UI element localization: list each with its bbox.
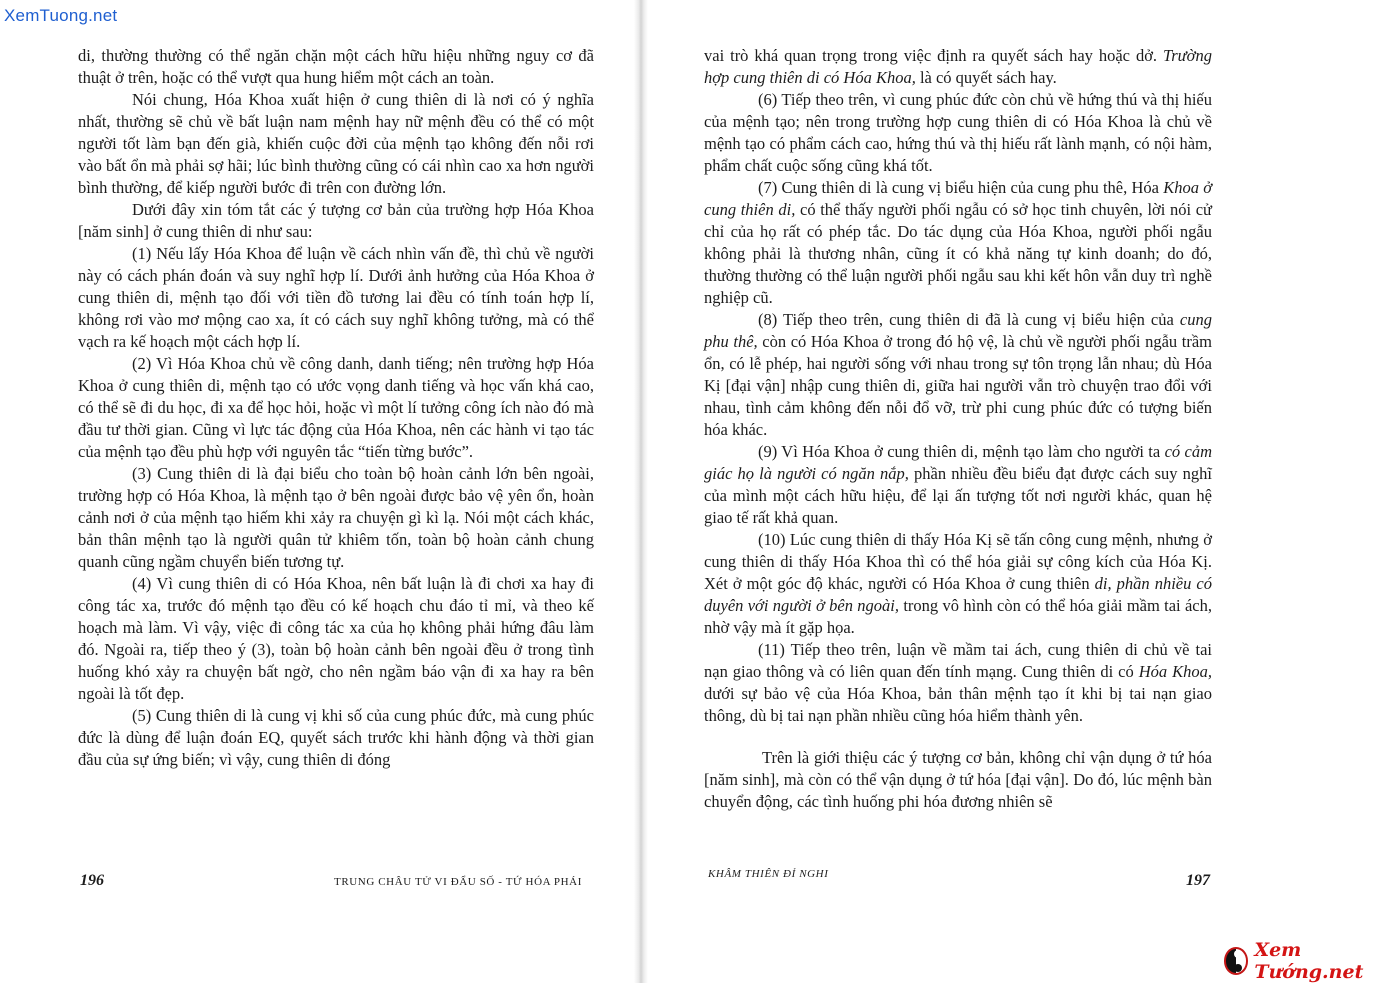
text-run: vai trò khá quan trọng trong việc định ra quyết sách hay hoặc dở. <box>704 46 1158 65</box>
paragraph: Dưới đây xin tóm tắt các ý tượng cơ bản của trường hợp Hóa Khoa [năm sinh] ở cung thiên di như sau: <box>78 200 594 241</box>
paragraph: (1) Nếu lấy Hóa Khoa để luận về cách nhìn vấn đề, thì chủ về người này có cách phán đoán và suy nghĩ hợp lí. Dưới ảnh hưởng của Hóa Khoa ở cung thiên di, mệnh tạo đối với tiền đồ tương lai đều có tính toán hợp lí, không rơi vào mơ mộng cao xa, ít có cách suy nghĩ không tưởng, mà có thể vạch ra kế hoạch một cách hợp lí. <box>78 244 594 351</box>
page-number-left: 196 <box>80 872 104 889</box>
paragraph <box>704 45 1212 89</box>
left-page <box>78 45 594 771</box>
watermark-logo[interactable] <box>1224 939 1392 983</box>
text-run-italic: có cảm giác họ là người có ngăn nắp, <box>704 442 1212 483</box>
running-title-right: KHÂM THIÊN ĐỈ NGHI <box>708 868 829 880</box>
book-spine-shadow <box>634 0 648 983</box>
text-run-italic: Khoa ở cung thiên di, <box>704 178 1212 219</box>
text-run: dưới sự bảo vệ của Hóa Khoa, bản thân mệnh tạo ít khi bị tai nạn giao thông, dù bị tai nạn phần nhiều cũng hóa hiểm thành yên. <box>704 684 1212 725</box>
text-run: (9) Vì Hóa Khoa ở cung thiên di, mệnh tạo làm cho người ta <box>758 442 1165 461</box>
paragraph: (2) Vì Hóa Khoa chủ về công danh, danh tiếng; nên trường hợp Hóa Khoa ở cung thiên di, mệnh tạo có ước vọng danh tiếng và học vấn khá cao, có thể sẽ đi du học, đi xa để học hỏi, hoặc vì một lí tưởng công ích nào đó mà đầu tư thời gian. Cũng vì lực tác động của Hóa Khoa, nên các hành vi tạo tác của mệnh tạo đều phù hợp với nguyên tắc “tiến từng bước”. <box>78 354 594 461</box>
text-run: phần nhiều đều biểu đạt được cách suy nghĩ của mình một cách hữu hiệu, để lại ấn tượng tốt nơi người khác, quan hệ giao tế rất khả quan. <box>704 464 1212 527</box>
paragraph: (6) Tiếp theo trên, vì cung phúc đức còn chủ về hứng thú và thị hiếu của mệnh tạo; nên trong trường hợp cung thiên di có Hóa Khoa là chủ về mệnh tạo có phẩm cách cao, hứng thú và thị hiếu rất lành mạnh, có nội hàm, phẩm chất cuộc sống cũng khá tốt. <box>704 90 1212 175</box>
text-run: trong vô hình còn có thể hóa giải mầm tai ách, nhờ vậy mà ít gặp họa. <box>704 596 1212 637</box>
text-run: còn có Hóa Khoa ở trong đó hộ vệ, là chủ về người phối ngẫu trầm ổn, có lễ phép, hai người sống với nhau trong sự tôn trọng lẫn nhau; dù Hóa Kị [đại vận] nhập cung thiên di, giữa hai người vẫn trò chuyện trao đổi với nhau, tình cảm không đến nỗi đổ vỡ, trừ phi cung phúc đức có tượng biến hóa khác. <box>704 332 1212 439</box>
paragraph <box>704 441 1212 529</box>
paragraph <box>704 529 1212 639</box>
text-run: (11) Tiếp theo trên, luận về mầm tai ách, cung thiên di chủ về tai nạn giao thông và có liên quan đến tính mạng. Cung thiên di có <box>704 640 1212 681</box>
text-run-italic: di, phần nhiều có duyên với người ở bên ngoài, <box>704 574 1212 615</box>
text-run-italic: cung phu thê, <box>704 310 1212 351</box>
text-run-italic: Hóa Khoa, <box>1138 662 1212 681</box>
paragraph: (5) Cung thiên di là cung vị khi số của cung phúc đức, mà cung phúc đức là dùng để luận đoán EQ, quyết sách trước khi hành động và thời gian đầu của sự ứng biến; vì vậy, cung thiên di đóng <box>78 706 594 769</box>
yin-yang-icon <box>1224 947 1248 975</box>
site-brand-logo[interactable]: XemTuong.net <box>4 6 118 25</box>
text-run: (10) Lúc cung thiên di thấy Hóa Kị sẽ tấn công cung mệnh, nhưng ở cung thiên di thấy Hóa Khoa thì có thể hóa giải sự công kích của Hóa Kị. Xét ở một góc độ khác, người có Hóa Khoa ở cung thiên <box>704 530 1212 593</box>
paragraph: Trên là giới thiệu các ý tượng cơ bản, không chỉ vận dụng ở tứ hóa [năm sinh], mà còn có thể vận dụng ở tứ hóa [đại vận]. Do đó, lúc mệnh bàn chuyển động, các tình huống phi hóa đương nhiên sẽ <box>704 748 1212 811</box>
paragraph <box>704 177 1212 309</box>
running-title-left: TRUNG CHÂU TỬ VI ĐẨU SỐ - TỨ HÓA PHÁI <box>334 876 582 888</box>
watermark-text: Xem Tướng.net <box>1254 939 1364 983</box>
paragraph <box>704 639 1212 727</box>
page-number-right: 197 <box>1186 872 1210 889</box>
paragraph: di, thường thường có thể ngăn chặn một cách hữu hiệu những nguy cơ đã thuật ở trên, hoặc có thể vượt qua hung hiểm một cách an toàn. <box>78 46 594 87</box>
paragraph: (4) Vì cung thiên di có Hóa Khoa, nên bất luận là đi chơi xa hay đi công tác xa, trước đó mệnh tạo đều có kế hoạch chu đáo tỉ mỉ, và theo kế hoạch mà làm. Vì vậy, việc đi công tác xa của họ không phải hứng đâu làm đó. Ngoài ra, tiếp theo ý (3), toàn bộ hoàn cảnh bên ngoài đều ở trong tình huống khó xảy ra chuyện bất ngờ, cho nên ngầm báo vận đi xa hay ra bên ngoài là tốt đẹp. <box>78 574 594 703</box>
text-run: là có quyết sách hay. <box>915 68 1057 87</box>
paragraph: Nói chung, Hóa Khoa xuất hiện ở cung thiên di là nơi có ý nghĩa nhất, thường sẽ chủ về bất luận nam mệnh hay nữ mệnh đều có thể có một người tốt làm bạn đến già, khiến cuộc đời của mệnh tạo không đến nỗi rơi vào bất ổn mà phải sợ hãi; lúc bình thường cũng có cái nhìn cao xa hơn người bình thường, để kiếp người bước đi trên con đường lớn. <box>78 90 594 197</box>
right-page <box>704 45 1212 813</box>
paragraph: (3) Cung thiên di là đại biểu cho toàn bộ hoàn cảnh lớn bên ngoài, trường hợp có Hóa Khoa, là mệnh tạo ở bên ngoài được bảo vệ yên ổn, hoàn cảnh nơi ở của mệnh tạo hiếm khi xảy ra chuyện gì kì lạ. Nói một cách khác, bản thân mệnh tạo là người quân tử khiêm tốn, toàn bộ hoàn cảnh chung quanh cũng ngầm chuyển biến tương tự. <box>78 464 594 571</box>
text-run: (7) Cung thiên di là cung vị biểu hiện của cung phu thê, Hóa <box>758 178 1164 197</box>
text-run: có thể thấy người phối ngẫu có sở học tinh chuyên, lời nói cử chỉ của họ rất có phép tắc. Do tác dụng của Hóa Khoa, người phối ngẫu không phải là thương nhân, cũng ít có khả năng tự kinh doanh; do đó, thường thường có thể luận người phối ngẫu sau khi kết hôn vẫn duy trì nghề nghiệp cũ. <box>704 200 1213 307</box>
paragraph <box>704 309 1212 441</box>
text-run: (8) Tiếp theo trên, cung thiên di đã là cung vị biểu hiện của <box>758 310 1180 329</box>
text-run-italic: Trường hợp cung thiên di có Hóa Khoa, <box>704 46 1212 87</box>
